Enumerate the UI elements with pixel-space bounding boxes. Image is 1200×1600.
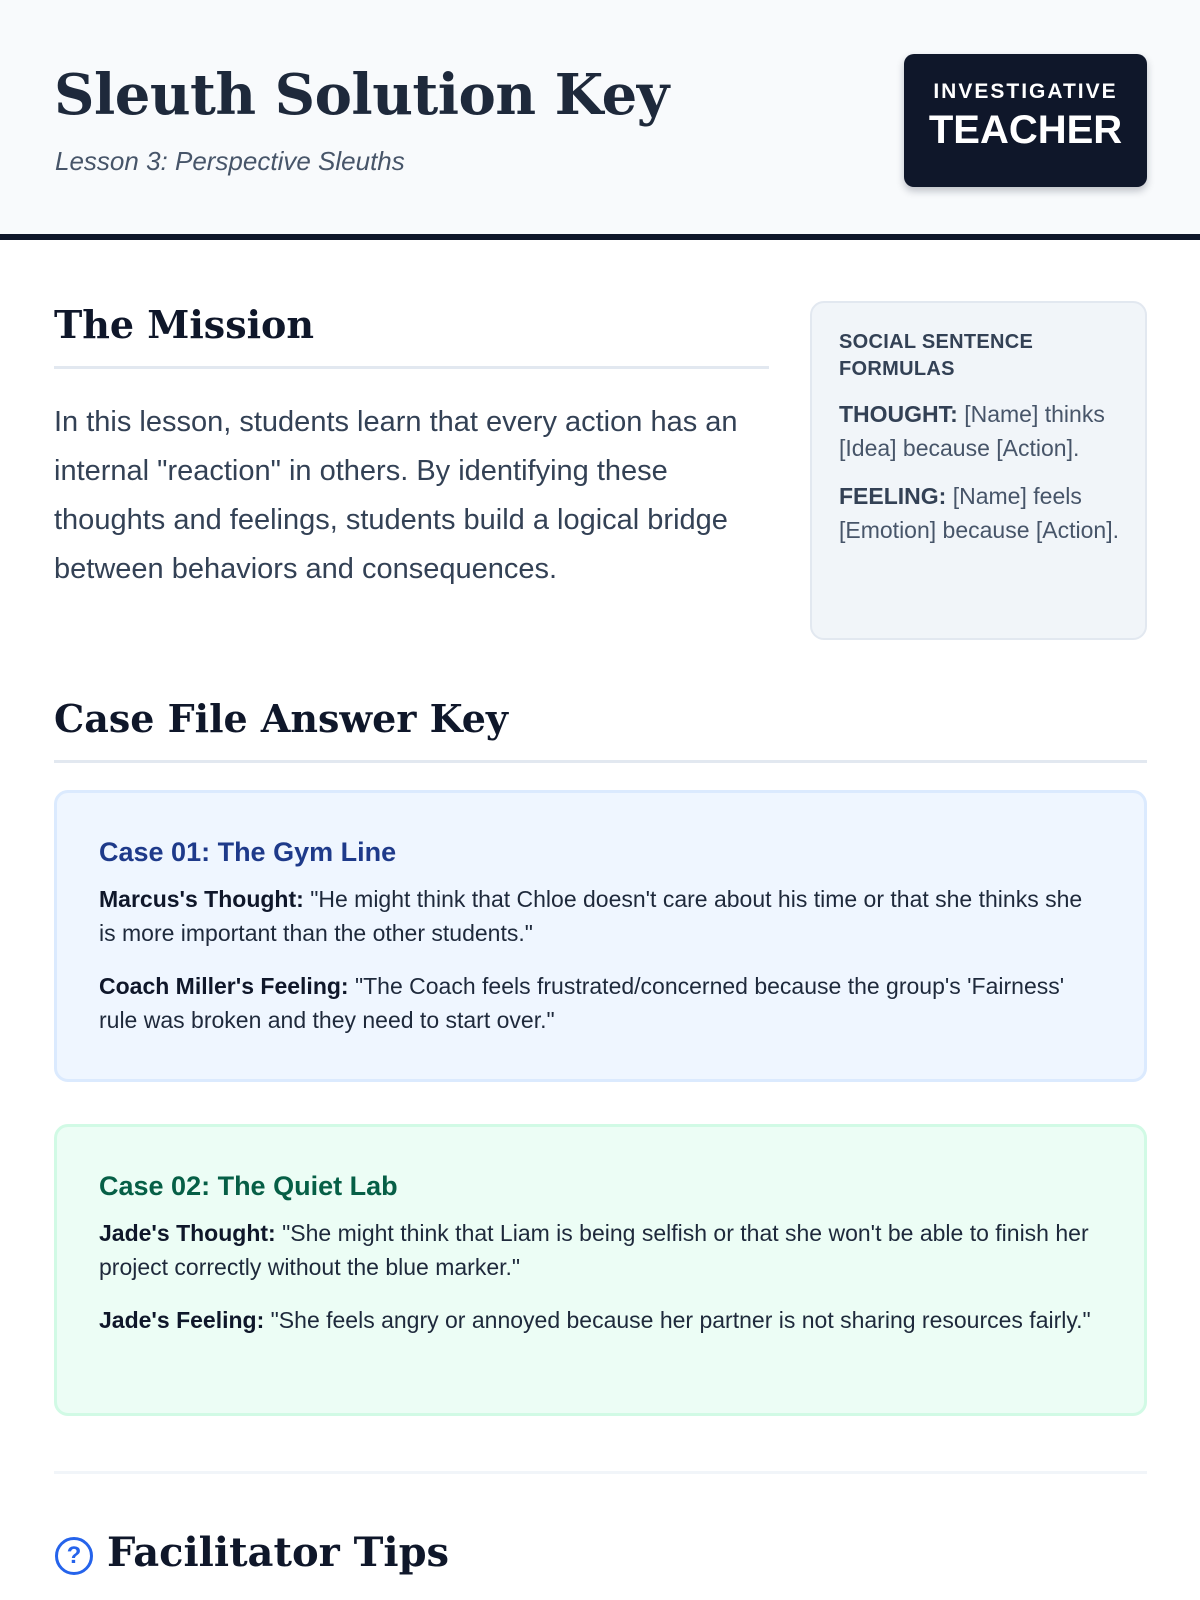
formula-feeling — [839, 479, 1119, 547]
role-badge-role: TEACHER — [928, 108, 1123, 152]
case-title: Case 02: The Quiet Lab — [99, 1171, 398, 1201]
mission-body: In this lesson, students learn that every action has an internal "reaction" in others. By identifying these thoughts and feelings, students build a logical bridge between behaviors and consequences. — [54, 406, 738, 585]
page-subtitle: Lesson 3: Perspective Sleuths — [55, 146, 405, 176]
case-answer-text: "She might think that Liam is being selfish or that she won't be able to finish her project correctly without the blue marker." — [99, 1220, 1089, 1280]
case-answer-text: "He might think that Chloe doesn't care about his time or that she thinks she is more important than the other students." — [99, 886, 1083, 946]
formula-card — [810, 301, 1147, 640]
case-answer-label: Jade's Feeling: — [99, 1307, 265, 1333]
mission-divider — [54, 366, 769, 369]
formula-thought-label: THOUGHT: — [839, 401, 958, 427]
case-title: Case 01: The Gym Line — [99, 837, 397, 867]
role-badge-label: INVESTIGATIVE — [933, 80, 1118, 103]
formula-thought — [839, 397, 1119, 465]
formula-thought-text: [Name] thinks [Idea] because [Action]. — [839, 401, 1105, 461]
case-answer-label: Coach Miller's Feeling: — [99, 973, 349, 999]
formula-heading: SOCIAL SENTENCE FORMULAS — [839, 331, 1034, 380]
case-answer — [99, 1216, 1102, 1284]
answer-key-divider — [54, 760, 1147, 763]
case-answer-text: "The Coach feels frustrated/concerned because the group's 'Fairness' rule was broken and they need to start over." — [99, 973, 1065, 1033]
mission-heading: The Mission — [54, 302, 315, 347]
case-answer-label: Jade's Thought: — [99, 1220, 276, 1246]
page-title: Sleuth Solution Key — [54, 62, 669, 128]
case-answer-label: Marcus's Thought: — [99, 886, 304, 912]
case-card-gym-line — [54, 790, 1147, 1082]
formula-feeling-label: FEELING: — [839, 483, 947, 509]
formula-feeling-text: [Name] feels [Emotion] because [Action]. — [839, 483, 1119, 543]
case-answer — [99, 969, 1102, 1037]
case-answer — [99, 882, 1102, 950]
case-answer-text: "She feels angry or annoyed because her partner is not sharing resources fairly." — [270, 1307, 1091, 1333]
answer-key-heading: Case File Answer Key — [54, 696, 509, 741]
case-answer — [99, 1303, 1102, 1337]
header — [0, 0, 1200, 240]
case-card-quiet-lab — [54, 1124, 1147, 1416]
role-badge — [904, 54, 1147, 187]
question-circle-icon: ? — [55, 1537, 93, 1575]
facilitator-tips-heading: Facilitator Tips — [107, 1529, 450, 1576]
tips-divider — [54, 1471, 1147, 1474]
